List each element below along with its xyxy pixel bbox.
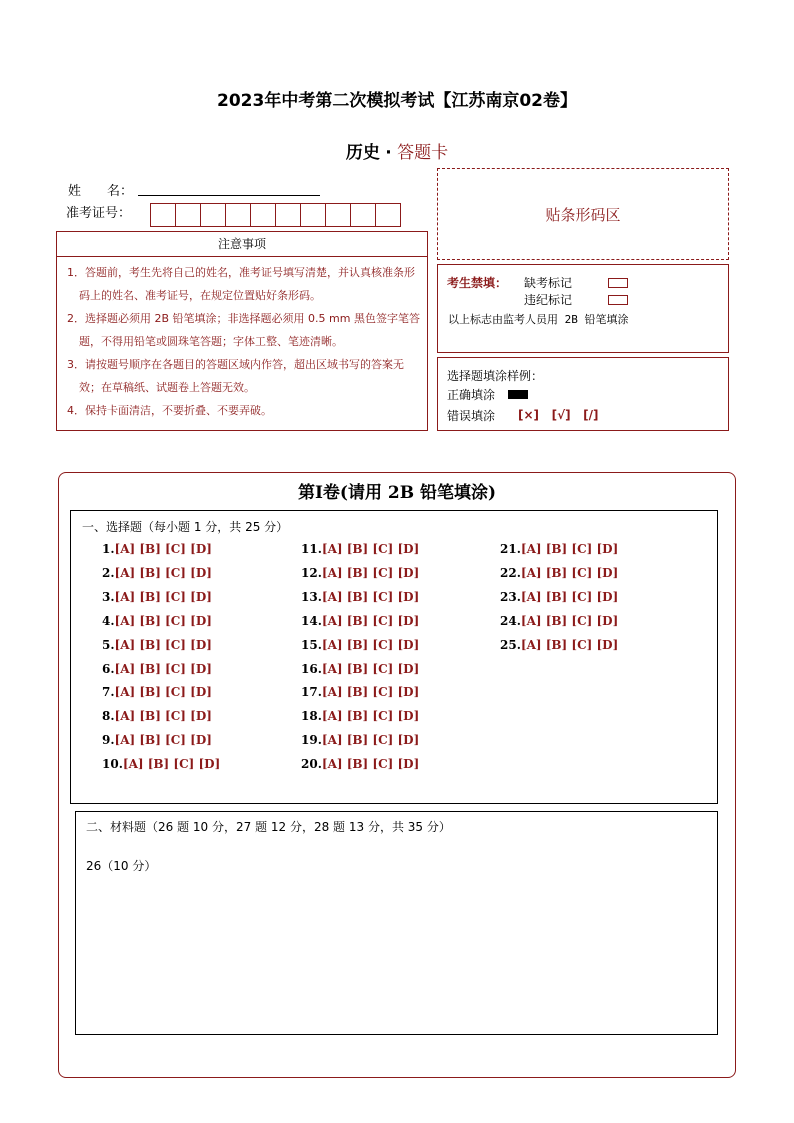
notice-item-2: 2．选择题必须用 2B 铅笔填涂；非选择题必须用 0.5 mm 黑色签字笔答题，不得用铅笔或圆珠笔答题；字体工整、笔迹清晰。 xyxy=(67,312,420,348)
exam-id-boxes[interactable] xyxy=(150,203,401,227)
mc-question-row[interactable] xyxy=(301,709,419,723)
sample-box xyxy=(437,357,729,431)
exam-id-digit-box[interactable] xyxy=(201,203,226,227)
mc-question-row[interactable] xyxy=(301,733,419,747)
answer-options[interactable]: [A] [B] [C] [D] xyxy=(321,565,420,580)
mc-question-row[interactable] xyxy=(301,614,419,628)
wrong-mark-cross: [×] xyxy=(518,408,540,422)
notice-item-3: 3．请按题号顺序在各题目的答题区域内作答，超出区域书写的答案无效；在草稿纸、试题卷上答题无效。 xyxy=(67,358,404,394)
answer-options[interactable]: [A] [B] [C] [D] xyxy=(321,542,420,556)
exam-id-digit-box[interactable] xyxy=(326,203,351,227)
mc-question-row[interactable] xyxy=(102,685,212,699)
question-number: 13. xyxy=(301,589,322,604)
question-number: 11. xyxy=(301,542,322,556)
question-number: 19. xyxy=(301,733,322,748)
question-number: 2. xyxy=(102,565,115,580)
mc-heading: 一、选择题（每小题 1 分，共 25 分） xyxy=(82,520,289,534)
question-number: 6. xyxy=(102,661,115,676)
exam-id-digit-box[interactable] xyxy=(176,203,201,227)
question-number: 20. xyxy=(301,757,322,772)
name-field[interactable] xyxy=(138,195,320,196)
exam-id-digit-box[interactable] xyxy=(150,203,176,227)
exam-id-digit-box[interactable] xyxy=(301,203,326,227)
question-number: 22. xyxy=(500,565,521,580)
notice-heading: 注意事项 xyxy=(57,232,427,257)
mc-question-row[interactable] xyxy=(102,614,212,628)
material-heading: 二、材料题（26 题 10 分，27 题 12 分，28 题 13 分，共 35 分） xyxy=(86,820,451,834)
mc-question-row[interactable] xyxy=(500,566,618,580)
question-number: 23. xyxy=(500,589,521,604)
card-subtitle xyxy=(0,138,794,163)
correct-fill-mark xyxy=(508,390,528,399)
mc-question-row[interactable] xyxy=(301,757,419,771)
answer-options[interactable]: [A] [B] [C] [D] xyxy=(114,685,212,700)
multiple-choice-box xyxy=(70,510,718,804)
answer-options[interactable]: [A] [B] [C] [D] xyxy=(114,733,212,748)
mc-question-row[interactable] xyxy=(102,638,212,652)
answer-options[interactable]: [A] [B] [C] [D] xyxy=(520,613,619,628)
question-number: 21. xyxy=(500,542,521,556)
question-number: 4. xyxy=(102,613,115,628)
mc-question-row[interactable] xyxy=(500,614,618,628)
answer-options[interactable]: [A] [B] [C] [D] xyxy=(321,589,420,604)
answer-options[interactable]: [A] [B] [C] [D] xyxy=(321,709,420,724)
answer-options[interactable]: [A] [B] [C] [D] xyxy=(114,613,212,628)
separator-dot: · xyxy=(385,143,392,163)
mc-question-row[interactable] xyxy=(301,542,419,556)
absent-mark-label: 缺考标记 xyxy=(524,276,573,290)
exam-id-digit-box[interactable] xyxy=(376,203,401,227)
mc-question-row[interactable] xyxy=(102,757,220,771)
card-type-label: 答题卡 xyxy=(397,143,449,163)
mc-question-row[interactable] xyxy=(301,638,419,652)
question-number: 10. xyxy=(102,757,123,772)
question-number: 3. xyxy=(102,589,115,604)
barcode-label: 贴条形码区 xyxy=(545,205,621,224)
answer-options[interactable]: [A] [B] [C] [D] xyxy=(321,661,420,676)
q26-label: 26（10 分） xyxy=(86,859,157,873)
exam-id-digit-box[interactable] xyxy=(251,203,276,227)
question-number: 25. xyxy=(500,637,521,652)
mc-question-row[interactable] xyxy=(102,566,212,580)
violation-mark-box[interactable] xyxy=(608,295,628,305)
mc-question-row[interactable] xyxy=(102,662,212,676)
question-number: 18. xyxy=(301,709,322,724)
question-number: 16. xyxy=(301,661,322,676)
answer-options[interactable]: [A] [B] [C] [D] xyxy=(520,637,619,652)
wrong-fill-label: 错误填涂 xyxy=(447,409,496,423)
notice-item-4: 4．保持卡面清洁，不要折叠、不要弄破。 xyxy=(67,404,272,417)
mc-question-row[interactable] xyxy=(102,733,212,747)
exam-id-digit-box[interactable] xyxy=(226,203,251,227)
mc-question-row[interactable] xyxy=(102,542,212,556)
question-number: 5. xyxy=(102,637,115,652)
mc-question-row[interactable] xyxy=(500,542,618,556)
answer-options[interactable]: [A] [B] [C] [D] xyxy=(114,542,212,556)
answer-options[interactable]: [A] [B] [C] [D] xyxy=(321,613,420,628)
exam-title: 2023年中考第二次模拟考试【江苏南京02卷】 xyxy=(217,91,577,111)
answer-options[interactable]: [A] [B] [C] [D] xyxy=(114,589,212,604)
answer-options[interactable]: [A] [B] [C] [D] xyxy=(114,709,212,724)
correct-fill-label: 正确填涂 xyxy=(447,388,496,402)
answer-options[interactable]: [A] [B] [C] [D] xyxy=(321,685,420,700)
material-question-box xyxy=(75,811,718,1035)
mc-question-row[interactable] xyxy=(301,590,419,604)
notice-item-1: 1．答题前，考生先将自己的姓名，准考证号填写清楚，并认真核准条形码上的姓名、准考证号，在规定位置贴好条形码。 xyxy=(67,266,415,302)
question-number: 7. xyxy=(102,685,115,700)
answer-options[interactable]: [A] [B] [C] [D] xyxy=(122,757,221,772)
question-number: 24. xyxy=(500,613,521,628)
absent-mark-box[interactable] xyxy=(608,278,628,288)
question-number: 17. xyxy=(301,685,322,700)
question-number: 8. xyxy=(102,709,115,724)
subject-label: 历史 xyxy=(345,143,380,163)
answer-options[interactable]: [A] [B] [C] [D] xyxy=(321,757,420,772)
wrong-mark-check: [√] xyxy=(551,408,571,422)
mc-question-row[interactable] xyxy=(102,590,212,604)
notice-box xyxy=(56,231,428,431)
mc-question-row[interactable] xyxy=(500,638,618,652)
question-number: 15. xyxy=(301,637,322,652)
sample-title: 选择题填涂样例： xyxy=(447,369,544,383)
mc-question-row[interactable] xyxy=(301,566,419,580)
exam-id-digit-box[interactable] xyxy=(351,203,376,227)
mc-question-row[interactable] xyxy=(500,590,618,604)
answer-options[interactable]: [A] [B] [C] [D] xyxy=(321,637,420,652)
answer-options[interactable]: [A] [B] [C] [D] xyxy=(520,589,619,604)
forbid-box xyxy=(437,264,729,353)
barcode-area xyxy=(437,168,729,260)
section1-title: 第Ⅰ卷(请用 2B 铅笔填涂) xyxy=(297,483,497,503)
name-label: 姓 名： xyxy=(68,184,134,199)
wrong-mark-slash: [/] xyxy=(583,408,599,422)
wrong-fill-marks xyxy=(518,408,598,422)
forbid-label: 考生禁填： xyxy=(447,276,508,290)
question-number: 9. xyxy=(102,733,115,748)
answer-options[interactable]: [A] [B] [C] [D] xyxy=(114,565,212,580)
mc-question-row[interactable] xyxy=(301,662,419,676)
exam-id-label: 准考证号： xyxy=(66,206,132,221)
answer-options[interactable]: [A] [B] [C] [D] xyxy=(321,733,420,748)
question-number: 1. xyxy=(102,542,115,556)
mc-question-row[interactable] xyxy=(102,709,212,723)
answer-options[interactable]: [A] [B] [C] [D] xyxy=(520,542,619,556)
answer-options[interactable]: [A] [B] [C] [D] xyxy=(114,637,212,652)
question-number: 12. xyxy=(301,565,322,580)
forbid-note: 以上标志由监考人员用 2B 铅笔填涂 xyxy=(448,313,629,326)
violation-mark-label: 违纪标记 xyxy=(524,293,573,307)
exam-id-digit-box[interactable] xyxy=(276,203,301,227)
question-number: 14. xyxy=(301,613,322,628)
answer-options[interactable]: [A] [B] [C] [D] xyxy=(114,661,212,676)
mc-question-row[interactable] xyxy=(301,685,419,699)
answer-options[interactable]: [A] [B] [C] [D] xyxy=(520,565,619,580)
